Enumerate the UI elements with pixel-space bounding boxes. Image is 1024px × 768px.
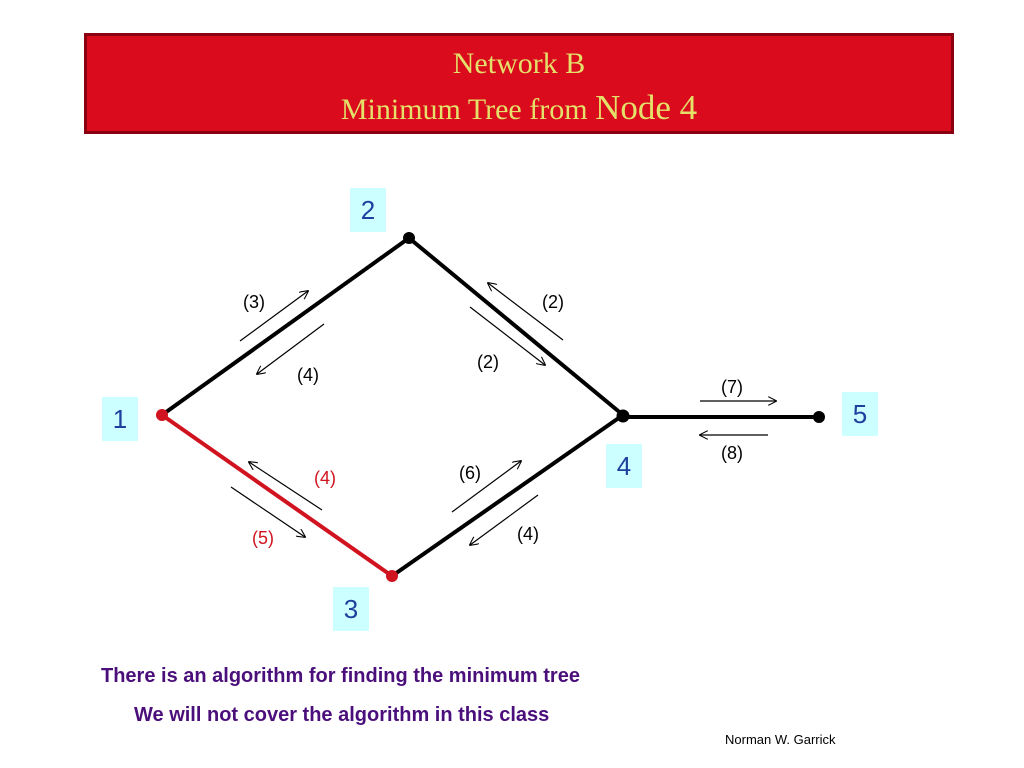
title-line-1: Network B [452,47,586,80]
label-e24-rev: (2) [477,352,499,372]
author-credit: Norman W. Garrick [725,732,836,747]
title-line-2-emphasis: Node 4 [595,88,698,127]
label-e12-rev: (4) [297,365,319,385]
label-e12-fwd: (3) [243,292,265,312]
node-label-4: 4 [606,444,642,488]
edge-1-2 [162,238,409,415]
caption-line-1: There is an algorithm for finding the minimum tree [101,665,580,687]
edge-1-3-tree [162,415,392,576]
label-e45-fwd: (7) [721,377,743,397]
node-label-5: 5 [842,392,878,436]
node-label-3: 3 [333,587,369,631]
edge-2-4 [409,238,623,415]
caption-line-2: We will not cover the algorithm in this class [134,704,550,726]
node-dot-3 [386,570,398,582]
title-line-2-prefix: Minimum Tree from [340,93,596,126]
label-e34-fwd: (6) [459,463,481,483]
label-e34-rev: (4) [517,524,539,544]
label-e13-rev: (5) [252,528,274,548]
node-dot-2 [403,232,415,244]
node-dot-4 [617,410,630,423]
node-dot-1 [156,409,168,421]
label-e24-fwd: (2) [542,292,564,312]
label-e45-rev: (8) [721,443,743,463]
node-label-1: 1 [102,397,138,441]
label-e13-fwd: (4) [314,468,336,488]
node-dot-5 [813,411,825,423]
edge-3-4 [392,415,623,576]
node-label-2: 2 [350,188,386,232]
